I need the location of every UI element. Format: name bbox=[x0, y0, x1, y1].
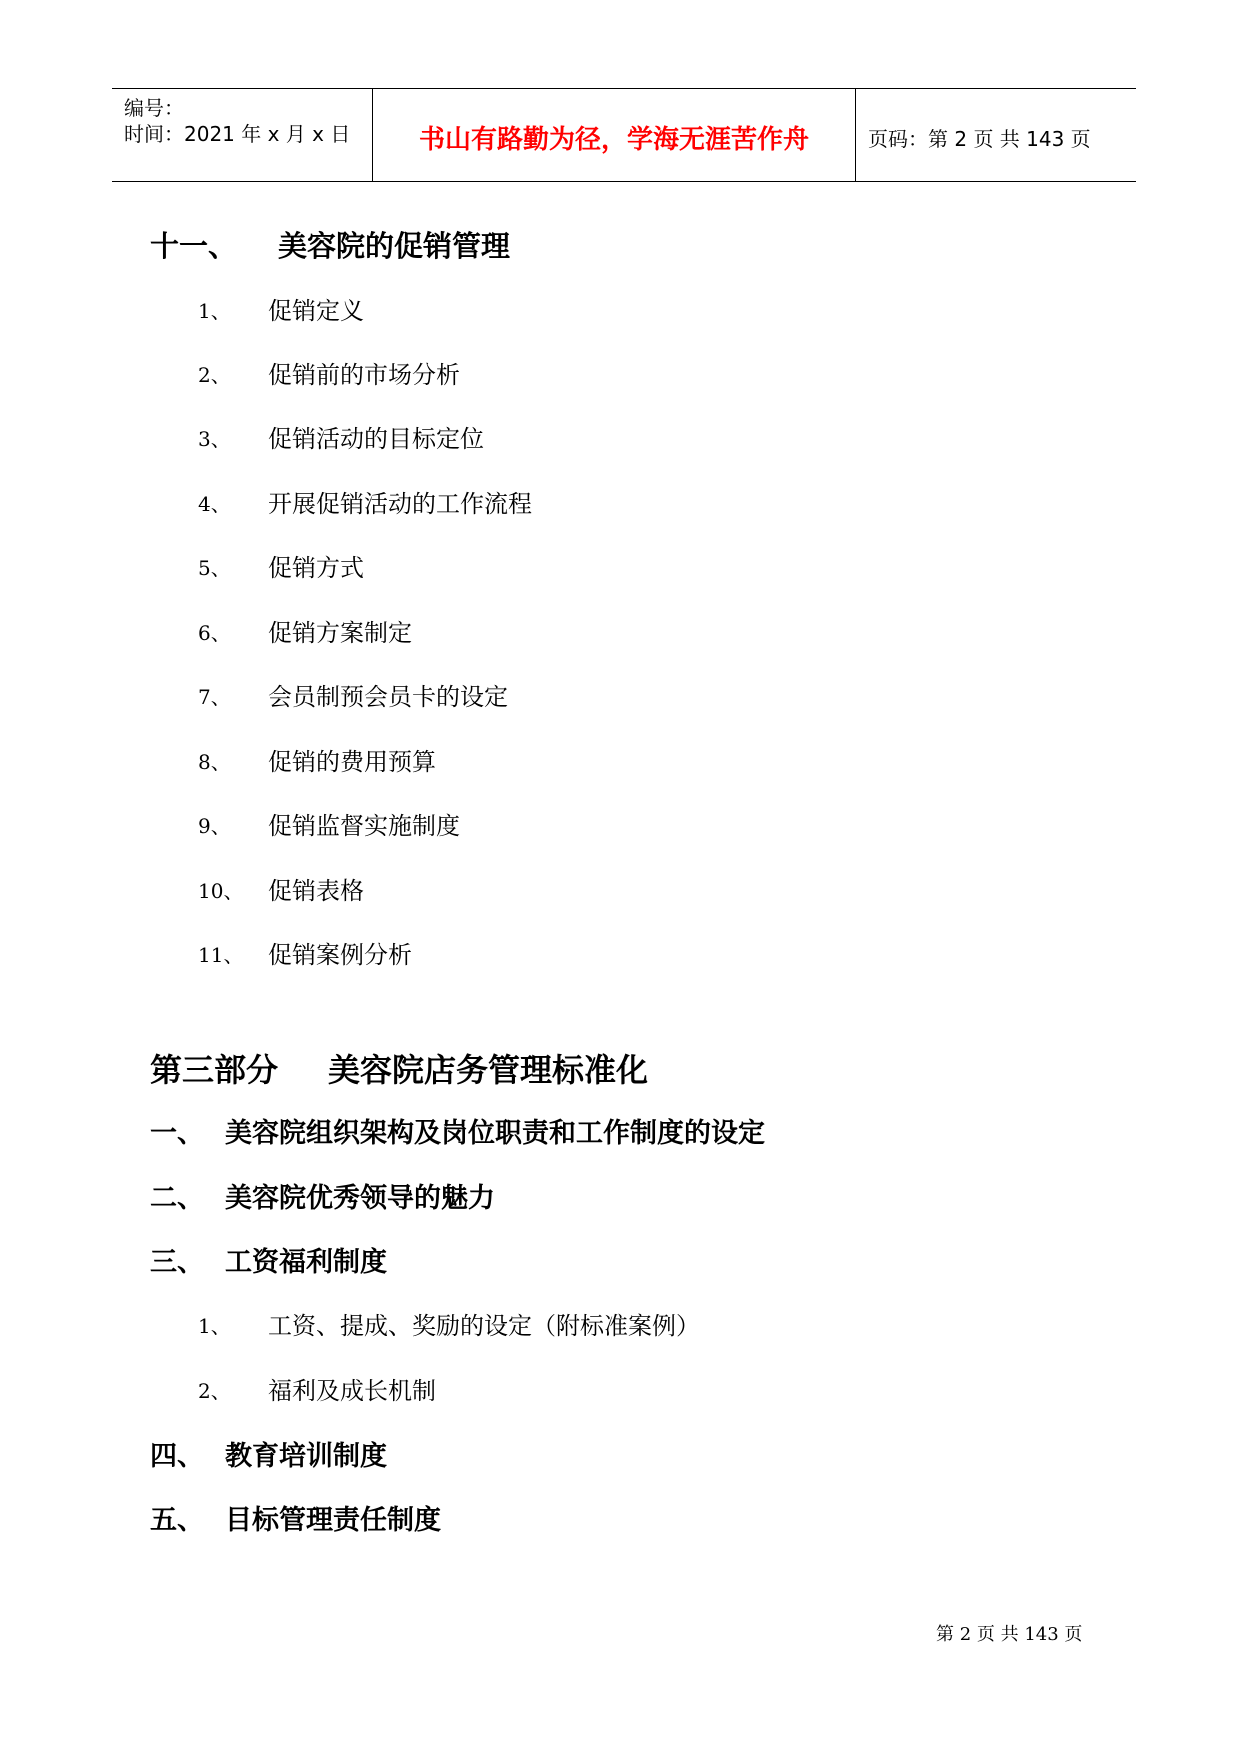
section-title: 美容院组织架构及岗位职责和工作制度的设定 bbox=[225, 1118, 765, 1149]
section-number: 三、 bbox=[150, 1247, 204, 1278]
section-title: 工资福利制度 bbox=[225, 1247, 387, 1278]
item-text: 促销定义 bbox=[268, 297, 364, 325]
section-title: 目标管理责任制度 bbox=[225, 1505, 441, 1536]
date-label: 时间：2021 年 x 月 x 日 bbox=[124, 122, 351, 146]
item-text: 促销案例分析 bbox=[268, 941, 412, 969]
item-number: 1、 bbox=[198, 1314, 231, 1338]
header-page-cell bbox=[856, 89, 1136, 181]
item-text: 促销方案制定 bbox=[268, 619, 412, 647]
item-number: 4、 bbox=[198, 492, 231, 516]
serial-number-label: 编号： bbox=[124, 96, 184, 120]
item-number: 11、 bbox=[198, 943, 244, 967]
header-page-code: 页码：第 2 页 共 143 页 bbox=[868, 127, 1091, 151]
item-number: 2、 bbox=[198, 1379, 231, 1403]
item-number: 6、 bbox=[198, 621, 231, 645]
section-title: 美容院的促销管理 bbox=[278, 229, 511, 263]
page-footer: 第 2 页 共 143 页 bbox=[936, 1624, 1083, 1645]
item-number: 5、 bbox=[198, 556, 231, 580]
item-number: 10、 bbox=[198, 879, 244, 903]
item-number: 8、 bbox=[198, 750, 231, 774]
item-text: 促销的费用预算 bbox=[268, 748, 436, 776]
section-number: 五、 bbox=[150, 1505, 204, 1536]
item-text: 福利及成长机制 bbox=[268, 1377, 436, 1405]
item-text: 工资、提成、奖励的设定（附标准案例） bbox=[268, 1312, 700, 1340]
item-number: 7、 bbox=[198, 685, 231, 709]
item-text: 促销前的市场分析 bbox=[268, 361, 460, 389]
item-text: 开展促销活动的工作流程 bbox=[268, 490, 532, 518]
header-info-cell bbox=[112, 89, 372, 181]
item-number: 9、 bbox=[198, 814, 231, 838]
section-number: 二、 bbox=[150, 1183, 204, 1214]
page-header bbox=[112, 88, 1136, 182]
section-title: 美容院优秀领导的魅力 bbox=[225, 1183, 495, 1214]
part-title: 美容院店务管理标准化 bbox=[328, 1051, 649, 1089]
section-number: 一、 bbox=[150, 1118, 204, 1149]
motto-text: 书山有路勤为径，学海无涯苦作舟 bbox=[418, 125, 809, 155]
item-number: 1、 bbox=[198, 299, 231, 323]
item-number: 3、 bbox=[198, 427, 231, 451]
item-text: 促销表格 bbox=[268, 877, 364, 905]
header-motto-cell bbox=[372, 89, 856, 181]
item-text: 促销监督实施制度 bbox=[268, 812, 460, 840]
item-text: 会员制预会员卡的设定 bbox=[268, 683, 508, 711]
item-text: 促销活动的目标定位 bbox=[268, 425, 484, 453]
section-title: 教育培训制度 bbox=[225, 1441, 387, 1472]
item-number: 2、 bbox=[198, 363, 231, 387]
section-number: 四、 bbox=[150, 1441, 204, 1472]
section-number: 十一、 bbox=[150, 229, 238, 263]
item-text: 促销方式 bbox=[268, 554, 364, 582]
part-number: 第三部分 bbox=[150, 1051, 279, 1089]
